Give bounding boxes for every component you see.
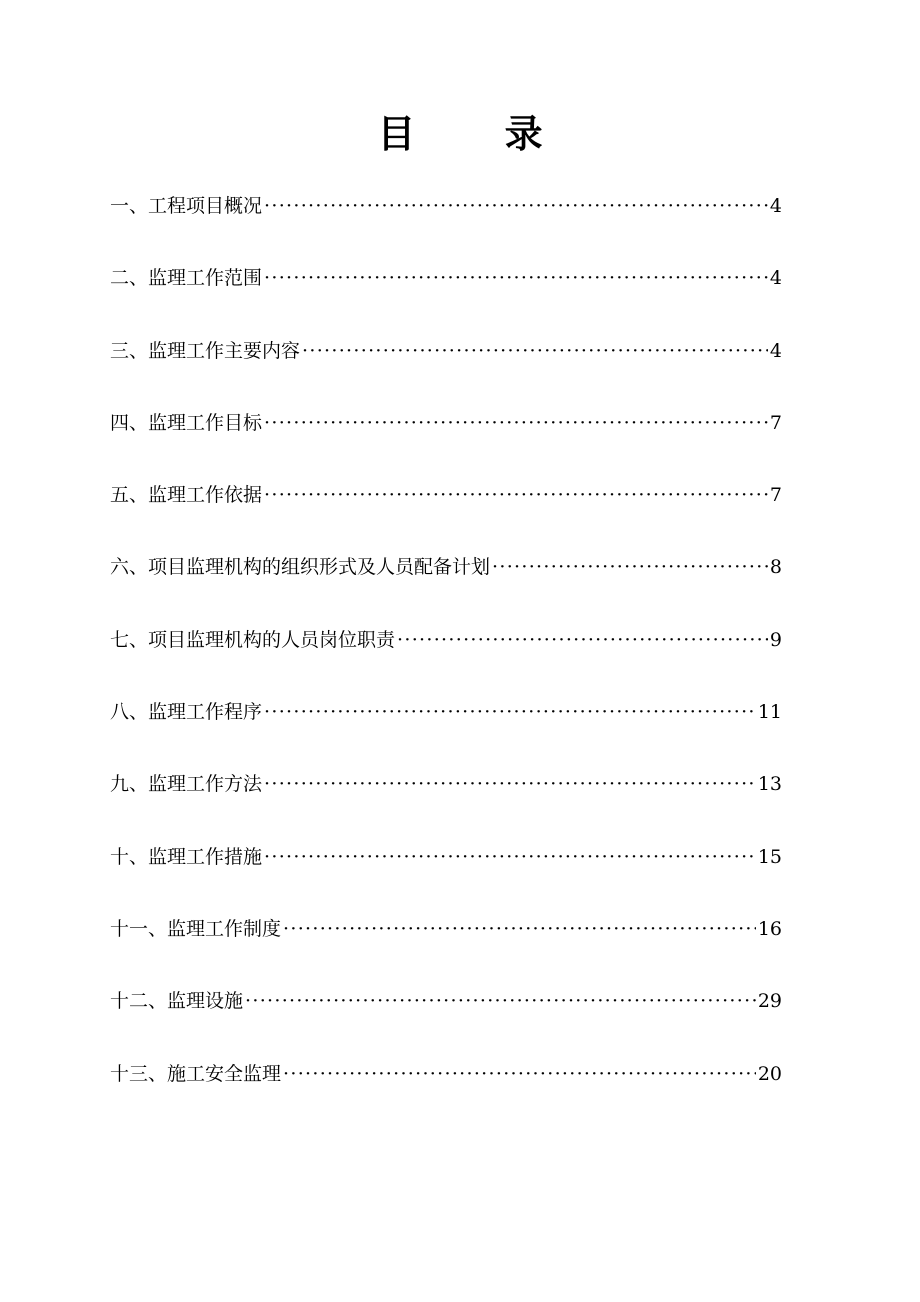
toc-entry-page: 7 (769, 411, 782, 434)
toc-entry-label: 四、监理工作目标 (110, 411, 263, 434)
toc-dot-leader (264, 186, 768, 226)
toc-entry-page: 8 (769, 556, 782, 579)
toc-dot-leader (264, 837, 756, 877)
toc-entry-label: 五、监理工作依据 (110, 484, 263, 507)
toc-dot-leader (264, 258, 768, 298)
toc-entry-page: 15 (757, 845, 782, 868)
toc-entry-page: 11 (757, 701, 782, 724)
toc-entry-page: 4 (769, 267, 782, 290)
toc-entry[interactable] (110, 403, 782, 475)
toc-entry[interactable] (110, 909, 782, 981)
toc-dot-leader (283, 909, 756, 949)
toc-entry-label: 十三、施工安全监理 (110, 1062, 282, 1085)
toc-entry-page: 9 (769, 628, 782, 651)
toc-entry-page: 29 (757, 990, 782, 1013)
toc-entry-page: 4 (769, 195, 782, 217)
toc-entry[interactable] (110, 692, 782, 764)
toc-entry-page: 16 (757, 917, 782, 940)
toc-dot-leader (264, 475, 768, 515)
toc-entry-label: 三、监理工作主要内容 (110, 339, 301, 362)
table-of-contents (110, 186, 782, 1126)
toc-entry-label: 十、监理工作措施 (110, 845, 263, 868)
toc-dot-leader (264, 764, 756, 804)
toc-dot-leader (492, 547, 768, 587)
toc-entry[interactable] (110, 981, 782, 1053)
toc-entry-label: 九、监理工作方法 (110, 773, 263, 796)
toc-dot-leader (397, 620, 768, 660)
toc-entry-label: 十一、监理工作制度 (110, 917, 282, 940)
toc-dot-leader (283, 1054, 756, 1094)
toc-entry-label: 六、项目监理机构的组织形式及人员配备计划 (110, 556, 491, 579)
toc-entry-label: 一、工程项目概况 (110, 195, 263, 217)
toc-entry[interactable] (110, 1054, 782, 1126)
toc-entry[interactable] (110, 764, 782, 836)
toc-entry-label: 七、项目监理机构的人员岗位职责 (110, 628, 396, 651)
toc-entry[interactable] (110, 258, 782, 330)
toc-entry-page: 13 (757, 773, 782, 796)
toc-entry[interactable] (110, 837, 782, 909)
toc-dot-leader (302, 331, 768, 371)
toc-entry-page: 20 (757, 1062, 782, 1085)
toc-entry[interactable] (110, 331, 782, 403)
toc-entry-page: 4 (769, 339, 782, 362)
toc-entry[interactable] (110, 620, 782, 692)
page-title: 目 录 (377, 111, 581, 156)
toc-entry-page: 7 (769, 484, 782, 507)
toc-dot-leader (245, 981, 756, 1021)
toc-entry-label: 二、监理工作范围 (110, 267, 263, 290)
toc-entry[interactable] (110, 547, 782, 619)
toc-entry[interactable] (110, 186, 782, 258)
toc-entry[interactable] (110, 475, 782, 547)
toc-entry-label: 十二、监理设施 (110, 990, 244, 1013)
toc-dot-leader (264, 692, 756, 732)
toc-dot-leader (264, 403, 768, 443)
toc-entry-label: 八、监理工作程序 (110, 701, 263, 724)
